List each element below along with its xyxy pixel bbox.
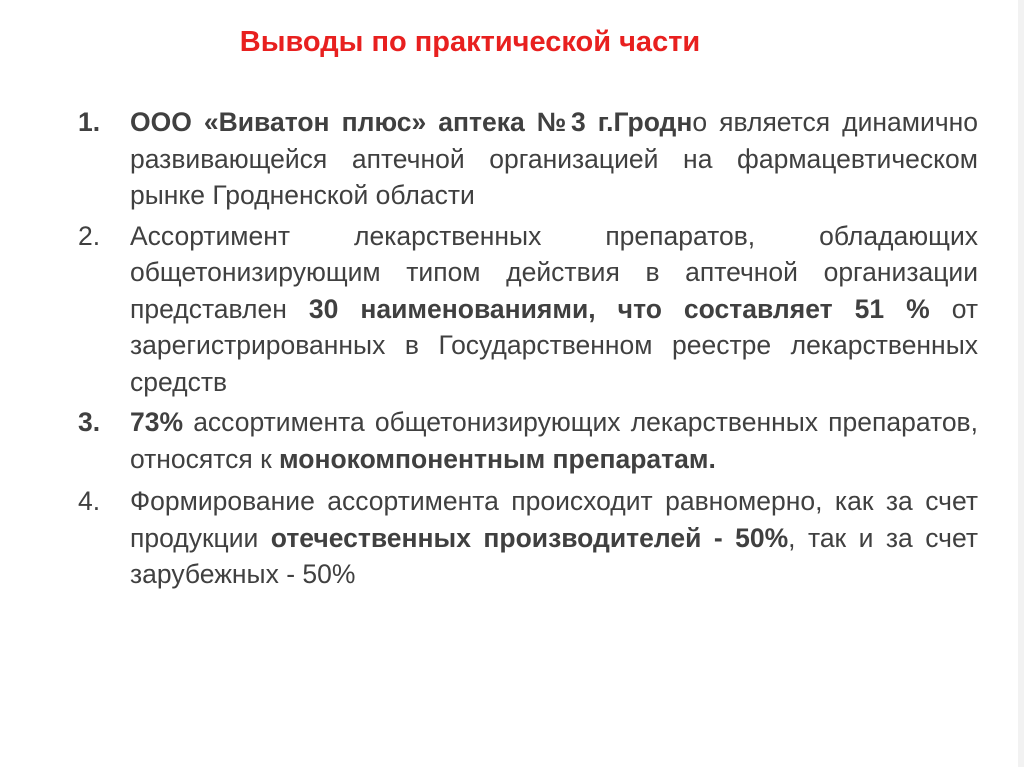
- list-item: [78, 218, 978, 401]
- item-text: [130, 483, 978, 593]
- slide-title: Выводы по практической части: [239, 26, 701, 58]
- item-text-regular: Ассортимент лекарственных препаратов, обладающих общетонизирующим типом действия в аптечной организации представлен: [130, 220, 978, 324]
- item-number: 3.: [78, 407, 101, 437]
- conclusions-list: [78, 104, 978, 597]
- item-text-regular: , так и за счет зарубежных - 50%: [130, 522, 978, 589]
- item-text: [130, 104, 978, 214]
- item-text-regular: ассортимента общетонизирующих лекарственных препаратов, относятся к: [130, 407, 978, 474]
- item-number: 2.: [78, 220, 101, 251]
- item-text-regular: Формирование ассортимента происходит равномерно, как за счет продукции: [130, 486, 978, 553]
- item-number: 4.: [78, 486, 101, 516]
- item-text-bold: отечественных производителей - 50%: [270, 522, 789, 553]
- list-item: [78, 104, 978, 214]
- item-number: 1.: [78, 107, 101, 137]
- item-text-bold: монокомпонентным препаратам.: [279, 443, 716, 474]
- item-text: [130, 404, 978, 477]
- item-text-bold: 30 наименованиями, что составляет 51 %: [308, 293, 930, 324]
- list-item: [78, 483, 978, 593]
- item-text-regular: о является динамично развивающейся аптечной организацией на фармацевтическом рынке Гродненской области: [130, 107, 978, 210]
- item-text-regular: от зарегистрированных в Государственном реестре лекарственных средств: [130, 293, 978, 397]
- list-item: [78, 404, 978, 477]
- item-text: [130, 218, 978, 401]
- item-text-bold: 73%: [130, 407, 184, 437]
- item-text-bold: ООО «Виватон плюс» аптека №3 г.Гродн: [130, 107, 693, 137]
